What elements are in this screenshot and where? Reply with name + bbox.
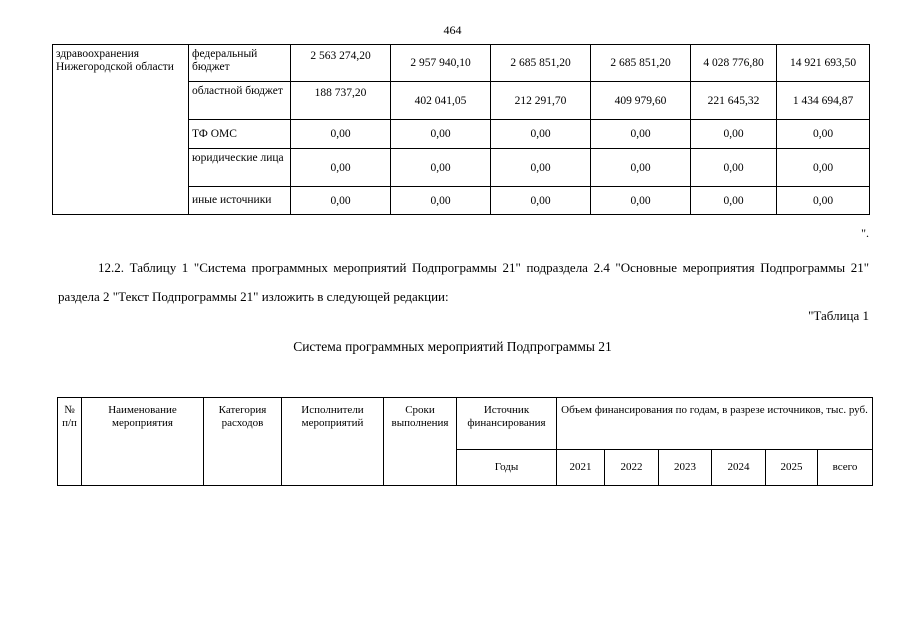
value-cell: 221 645,32 — [691, 82, 777, 120]
value-cell: 0,00 — [777, 187, 870, 215]
value-cell: 0,00 — [691, 120, 777, 149]
table-title: Система программных мероприятий Подпрограммы 21 — [293, 339, 612, 354]
header-terms: Сроки выполнения — [384, 398, 457, 486]
source-cell: юридические лица — [189, 149, 291, 187]
value-cell: 0,00 — [591, 187, 691, 215]
value-cell: 212 291,70 — [491, 82, 591, 120]
source-cell: областной бюджет — [189, 82, 291, 120]
header-year: 2025 — [766, 450, 818, 486]
value-cell: 0,00 — [291, 187, 391, 215]
header-category: Категория расходов — [204, 398, 282, 486]
value-cell: 2 957 940,10 — [391, 45, 491, 82]
value-cell: 0,00 — [491, 149, 591, 187]
value-cell: 0,00 — [391, 149, 491, 187]
value-cell: 2 685 851,20 — [591, 45, 691, 82]
source-cell: ТФ ОМС — [189, 120, 291, 149]
value-cell: 2 685 851,20 — [491, 45, 591, 82]
table-header-row — [58, 398, 873, 450]
value-cell: 0,00 — [691, 149, 777, 187]
value-cell: 0,00 — [291, 120, 391, 149]
value-cell: 0,00 — [591, 149, 691, 187]
header-name: Наименование мероприятия — [82, 398, 204, 486]
value-cell: 0,00 — [391, 187, 491, 215]
header-year: 2022 — [605, 450, 659, 486]
funding-table-continuation — [52, 44, 870, 215]
amendment-paragraph: 12.2. Таблицу 1 "Система программных мероприятий Подпрограммы 21" подраздела 2.4 "Основные мероприятия Подпрограммы 21" раздела 2 "Текст Подпрограммы 21" изложить в следующей редакции: — [58, 260, 869, 304]
value-cell: 402 041,05 — [391, 82, 491, 120]
header-years-label: Годы — [457, 450, 557, 486]
value-cell: 14 921 693,50 — [777, 45, 870, 82]
header-funding: Объем финансирования по годам, в разрезе источников, тыс. руб. — [557, 398, 873, 450]
header-year: 2021 — [557, 450, 605, 486]
value-cell: 0,00 — [491, 120, 591, 149]
value-cell: 1 434 694,87 — [777, 82, 870, 120]
header-year: 2023 — [659, 450, 712, 486]
value-cell: 0,00 — [491, 187, 591, 215]
table-label: "Таблица 1 — [808, 308, 869, 323]
closing-quote: ". — [861, 226, 869, 240]
value-cell: 0,00 — [777, 149, 870, 187]
program-measures-table — [57, 397, 873, 486]
value-cell: 0,00 — [591, 120, 691, 149]
source-cell: иные источники — [189, 187, 291, 215]
table-row — [53, 45, 870, 82]
header-total: всего — [818, 450, 873, 486]
header-source: Источник финансирования — [457, 398, 557, 450]
page-number: 464 — [443, 23, 462, 37]
header-executors: Исполнители мероприятий — [282, 398, 384, 486]
value-cell: 409 979,60 — [591, 82, 691, 120]
value-cell: 4 028 776,80 — [691, 45, 777, 82]
value-cell: 0,00 — [391, 120, 491, 149]
value-cell: 0,00 — [777, 120, 870, 149]
organization-cell: здравоохранения Нижегородской области — [53, 45, 189, 215]
header-year: 2024 — [712, 450, 766, 486]
value-cell: 188 737,20 — [291, 82, 391, 120]
source-cell: федеральный бюджет — [189, 45, 291, 82]
header-num: № п/п — [58, 398, 82, 486]
value-cell: 0,00 — [291, 149, 391, 187]
value-cell: 2 563 274,20 — [291, 45, 391, 82]
value-cell: 0,00 — [691, 187, 777, 215]
